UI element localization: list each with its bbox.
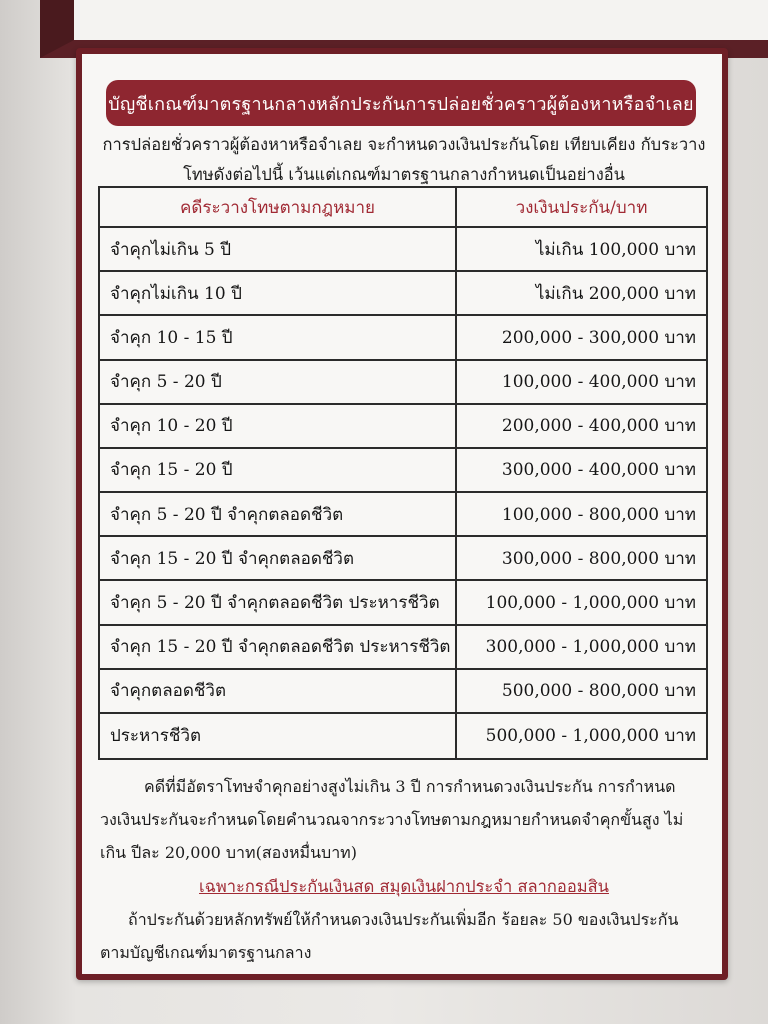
penalty-cell: จำคุก 10 - 20 ปี <box>100 405 457 449</box>
penalty-cell: จำคุก 15 - 20 ปี <box>100 449 457 493</box>
note-collateral: ถ้าประกันด้วยหลักทรัพย์ให้กำหนดวงเงินประกันเพิ่มอีก ร้อยละ 50 ของเงินประกันตามบัญชีเกณฑ์มาตรฐานกลาง <box>100 910 679 962</box>
penalty-cell: จำคุก 5 - 20 ปี จำคุกตลอดชีวิต <box>100 493 457 537</box>
header-bail: วงเงินประกัน/บาท <box>457 188 706 228</box>
bail-cell: 300,000 - 400,000 บาท <box>457 449 706 493</box>
bail-cell: 500,000 - 1,000,000 บาท <box>485 726 696 747</box>
board-title: บัญชีเกณฑ์มาตรฐานกลางหลักประกันการปล่อยชั่วคราวผู้ต้องหาหรือจำเลย <box>106 80 696 126</box>
penalty-cell: จำคุก 5 - 20 ปี <box>100 361 457 405</box>
penalty-cell: จำคุกไม่เกิน 10 ปี <box>100 272 457 316</box>
bail-cell: 200,000 - 300,000 บาท <box>457 316 706 360</box>
penalty-cell: จำคุก 5 - 20 ปี จำคุกตลอดชีวิต ประหารชีวิต <box>100 581 457 625</box>
penalty-cell: จำคุก 15 - 20 ปี จำคุกตลอดชีวิต <box>100 537 457 581</box>
penalty-cell: จำคุกไม่เกิน 5 ปี <box>100 228 457 272</box>
penalty-cell: ประหารชีวิต <box>100 714 457 758</box>
bail-cell: 500,000 - 800,000 บาท <box>457 670 706 714</box>
penalty-cell: จำคุก 15 - 20 ปี จำคุกตลอดชีวิต ประหารชีวิต <box>100 626 457 670</box>
bail-table <box>98 186 708 760</box>
penalty-cell: จำคุกตลอดชีวิต <box>100 670 457 714</box>
note-cash-heading: เฉพาะกรณีประกันเงินสด สมุดเงินฝากประจำ สลากออมสิน <box>199 877 609 896</box>
bail-cell: 100,000 - 1,000,000 บาท <box>457 581 706 625</box>
bail-cell: ไม่เกิน 100,000 บาท <box>457 228 706 272</box>
intro-text: การปล่อยชั่วคราวผู้ต้องหาหรือจำเลย จะกำหนดวงเงินประกันโดย เทียบเคียง กับระวางโทษดังต่อไปนี้ เว้นแต่เกณฑ์มาตรฐานกลางกำหนดเป็นอย่างอื่น <box>102 135 706 184</box>
note-max-3-years: คดีที่มีอัตราโทษจำคุกอย่างสูงไม่เกิน 3 ปี การกำหนดวงเงินประกัน การกำหนดวงเงินประกันจะกำหนดโดยคำนวณจากระวางโทษตามกฎหมายกำหนดจำคุกขั้นสูง ไม่เกิน ปีละ 20,000 บาท(สองหมื่นบาท) <box>100 777 684 862</box>
penalty-cell: จำคุก 10 - 15 ปี <box>100 316 457 360</box>
notice-board <box>76 48 728 980</box>
bail-cell: 200,000 - 400,000 บาท <box>457 405 706 449</box>
bail-cell: 100,000 - 400,000 บาท <box>457 361 706 405</box>
header-penalty: คดีระวางโทษตามกฎหมาย <box>100 188 457 228</box>
bail-cell: ไม่เกิน 200,000 บาท <box>457 272 706 316</box>
bail-cell: 100,000 - 800,000 บาท <box>457 493 706 537</box>
footer-notes <box>100 770 708 969</box>
bail-cell: 300,000 - 800,000 บาท <box>457 537 706 581</box>
bail-cell: 300,000 - 1,000,000 บาท <box>457 626 706 670</box>
